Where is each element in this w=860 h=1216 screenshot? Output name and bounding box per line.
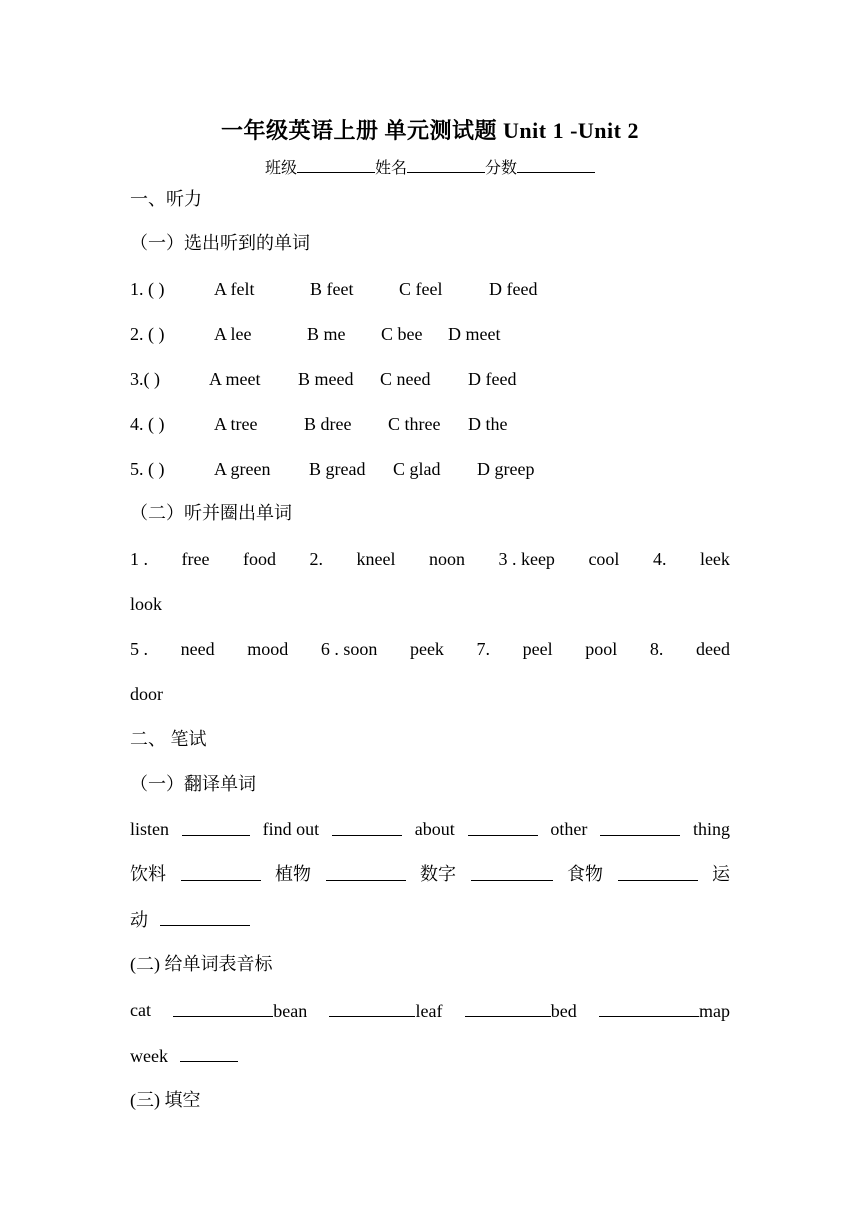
word-prompt: bed	[550, 1001, 577, 1021]
item-number: 7.	[476, 639, 491, 659]
score-label: 分数	[485, 160, 518, 177]
score-blank[interactable]	[517, 154, 595, 173]
word-option: 6 . soon	[320, 639, 378, 659]
page-title: 一年级英语上册 单元测试题 Unit 1 -Unit 2	[221, 118, 639, 143]
name-blank[interactable]	[407, 154, 485, 173]
question-row	[130, 367, 730, 391]
section1-heading: 一、听力	[130, 189, 202, 209]
answer-blank[interactable]	[599, 998, 699, 1017]
item-number: 8.	[649, 639, 664, 659]
word-option: food	[242, 549, 276, 569]
word-prompt: week	[130, 1046, 168, 1066]
answer-blank[interactable]	[600, 817, 680, 836]
question-row	[130, 412, 730, 436]
word-option: noon	[428, 549, 465, 569]
answer-blank[interactable]	[465, 998, 551, 1017]
option-d: D greep	[477, 459, 535, 479]
option-a: A meet	[209, 369, 261, 389]
section2-heading: 二、 笔试	[130, 729, 207, 749]
name-label: 姓名	[374, 160, 407, 177]
word-option: pool	[585, 639, 618, 659]
word-prompt: 植物	[275, 864, 311, 884]
word-prompt: map	[698, 1001, 730, 1021]
word-option: peek	[409, 639, 444, 659]
word-option: mood	[247, 639, 289, 659]
word-prompt: 数字	[420, 864, 456, 884]
option-a: A lee	[214, 324, 252, 344]
word-option: door	[130, 684, 163, 704]
answer-blank[interactable]	[618, 862, 698, 881]
answer-blank[interactable]	[468, 817, 538, 836]
section2-part2-heading: (二) 给单词表音标	[130, 954, 273, 974]
question-number: 5. ( )	[130, 459, 165, 479]
word-option: peel	[522, 639, 553, 659]
option-c: C feel	[399, 279, 443, 299]
word-prompt: other	[550, 819, 588, 839]
answer-blank[interactable]	[173, 998, 273, 1017]
option-b: B me	[307, 324, 346, 344]
option-d: D feed	[489, 279, 538, 299]
question-row	[130, 277, 730, 301]
answer-blank[interactable]	[471, 862, 553, 881]
word-option: cool	[588, 549, 620, 569]
word-prompt: leaf	[415, 1001, 443, 1021]
word-option: kneel	[356, 549, 396, 569]
circle-words-row	[130, 547, 730, 571]
word-option: look	[130, 594, 163, 614]
answer-blank[interactable]	[160, 907, 250, 926]
answer-blank[interactable]	[332, 817, 402, 836]
word-prompt: cat	[130, 1000, 151, 1020]
section2-part3-heading: (三) 填空	[130, 1090, 201, 1110]
question-number: 2. ( )	[130, 324, 165, 344]
answer-blank[interactable]	[182, 817, 250, 836]
word-prompt: about	[414, 819, 455, 839]
translate-row	[130, 817, 730, 841]
word-option: free	[181, 549, 210, 569]
translate-row	[130, 862, 730, 886]
section2-part1-heading: （一）翻译单词	[130, 774, 256, 794]
question-row	[130, 322, 730, 346]
item-number: 5 .	[130, 639, 148, 659]
option-c: C need	[380, 369, 431, 389]
question-number: 4. ( )	[130, 414, 165, 434]
word-prompt: 动	[130, 910, 148, 930]
option-d: D the	[468, 414, 508, 434]
section1-part1-heading: （一）选出听到的单词	[130, 233, 310, 253]
class-blank[interactable]	[297, 154, 375, 173]
answer-blank[interactable]	[180, 1043, 238, 1062]
option-a: A felt	[214, 279, 255, 299]
answer-blank[interactable]	[326, 862, 406, 881]
question-number: 3.( )	[130, 369, 160, 389]
word-prompt: find out	[262, 819, 320, 839]
word-prompt: 饮料	[130, 864, 166, 884]
option-b: B feet	[310, 279, 354, 299]
word-prompt: thing	[692, 819, 730, 839]
translate-row-wrap	[130, 907, 730, 932]
option-d: D meet	[448, 324, 501, 344]
item-number: 1 .	[130, 549, 148, 569]
phonetic-row	[130, 998, 730, 1023]
word-prompt: bean	[273, 1001, 308, 1021]
word-option: deed	[695, 639, 730, 659]
class-label: 班级	[264, 160, 297, 177]
option-c: C three	[388, 414, 441, 434]
option-d: D feed	[468, 369, 517, 389]
student-info-line	[0, 154, 860, 181]
word-prompt: listen	[130, 819, 169, 839]
option-a: A green	[214, 459, 271, 479]
option-a: A tree	[214, 414, 258, 434]
answer-blank[interactable]	[329, 998, 415, 1017]
question-row	[130, 457, 730, 481]
question-number: 1. ( )	[130, 279, 165, 299]
word-option: leek	[699, 549, 730, 569]
option-c: C bee	[381, 324, 423, 344]
answer-blank[interactable]	[181, 862, 261, 881]
option-b: B meed	[298, 369, 354, 389]
item-number: 2.	[309, 549, 323, 569]
word-option: need	[180, 639, 215, 659]
phonetic-row-wrap	[130, 1043, 730, 1068]
word-prompt: 运	[712, 864, 730, 884]
word-prompt: 食物	[567, 864, 603, 884]
item-number: 4.	[652, 549, 667, 569]
circle-words-row	[130, 637, 730, 661]
word-option: 3 . keep	[498, 549, 555, 569]
option-c: C glad	[393, 459, 441, 479]
option-b: B gread	[309, 459, 366, 479]
section1-part2-heading: （二）听并圈出单词	[130, 503, 292, 523]
option-b: B dree	[304, 414, 352, 434]
